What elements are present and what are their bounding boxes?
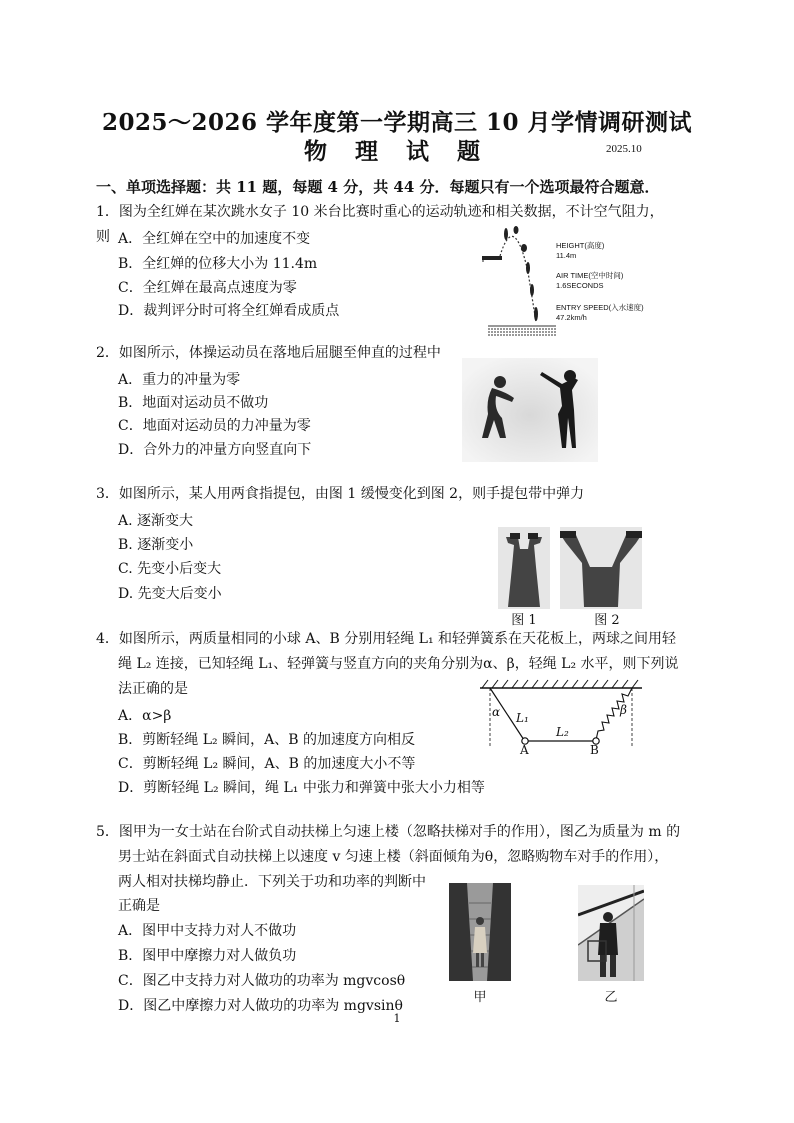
question-5-option-a: A．图甲中支持力对人不做功 <box>118 923 297 939</box>
ball-b-label: B <box>590 743 599 757</box>
entry-speed-label: ENTRY SPEED(入水速度) <box>556 303 644 312</box>
angle-beta-label: β <box>620 703 627 717</box>
exam-title: 2025～2026 学年度第一学期高三 10 月学情调研测试 <box>101 109 693 136</box>
section-heading: 一、单项选择题：共 11 题，每题 4 分，共 44 分．每题只有一个选项最符合题意． <box>96 178 660 196</box>
question-3-option-c: C. 先变小后变大 <box>118 561 222 577</box>
question-1-option-d: D．裁判评分时可将全红婵看成质点 <box>118 303 340 319</box>
question-4-option-c: C．剪断轻绳 L₂ 瞬间，A、B 的加速度大小不等 <box>118 756 416 772</box>
escalator-photo-yi <box>578 885 644 981</box>
question-5-option-c: C．图乙中支持力对人做功的功率为 mgvcosθ <box>118 973 406 989</box>
air-time-value: 1.6SECONDS <box>556 281 604 290</box>
diver-silhouettes <box>504 226 538 321</box>
gymnast-photo <box>462 358 598 462</box>
question-3-stem: 3．如图所示，某人用两食指提包，由图 1 缓慢变化到图 2，则手提包带中弹力 <box>96 486 585 502</box>
rope-l1-label: L₁ <box>516 711 529 725</box>
page-number: 1 <box>393 1012 401 1025</box>
question-2-stem: 2．如图所示，体操运动员在落地后屈腿至伸直的过程中 <box>96 345 441 361</box>
escalator-photo-jia <box>449 883 511 981</box>
question-1-stem: 1．图为全红婵在某次跳水女子 10 米台比赛时重心的运动轨迹和相关数据，不计空气阻力，则 <box>96 204 664 245</box>
ball-a-label: A <box>520 743 529 757</box>
question-5-stem-line-4: 正确是 <box>118 898 160 914</box>
question-1-option-a: A．全红婵在空中的加速度不变 <box>118 231 311 247</box>
rope-l2-label: L₂ <box>556 725 569 739</box>
question-4-option-d: D．剪断轻绳 L₂ 瞬间，绳 L₁ 中张力和弹簧中张大小力相等 <box>118 780 485 796</box>
bag-figure-1 <box>498 527 550 609</box>
entry-speed-value: 47.2km/h <box>556 313 587 322</box>
question-5-stem-line-2: 男士站在斜面式自动扶梯上以速度 v 匀速上楼（斜面倾角为θ，忽略购物车对手的作用）， <box>118 849 669 865</box>
question-4-stem-line-2: 绳 L₂ 连接，已知轻绳 L₁、轻弹簧与竖直方向的夹角分别为α、β，轻绳 L₂ 水平，则下列说 <box>118 656 679 672</box>
question-1-option-b: B．全红婵的位移大小为 11.4m <box>118 256 318 272</box>
question-4-option-a: A．α>β <box>118 708 172 724</box>
figure-yi-caption: 乙 <box>604 990 618 1005</box>
ceiling-hatch <box>482 680 638 688</box>
bag-figure-2 <box>560 527 642 609</box>
question-5-option-b: B．图甲中摩擦力对人做负功 <box>118 948 297 964</box>
figure-2-caption: 图 2 <box>594 613 620 628</box>
water-surface <box>488 326 556 335</box>
trajectory-line <box>500 236 536 322</box>
question-4-stem-line-3: 法正确的是 <box>118 681 188 697</box>
question-2-option-d: D．合外力的冲量方向竖直向下 <box>118 442 312 458</box>
question-3-option-b: B. 逐渐变小 <box>118 537 194 553</box>
question-2-option-c: C．地面对运动员的力冲量为零 <box>118 418 311 434</box>
figure-1-caption: 图 1 <box>511 613 537 628</box>
platform <box>482 256 502 260</box>
question-3-option-d: D. 先变大后变小 <box>118 586 222 602</box>
question-1-option-c: C．全红婵在最高点速度为零 <box>118 280 297 296</box>
question-2-option-b: B．地面对运动员不做功 <box>118 395 269 411</box>
height-value: 11.4m <box>556 251 577 260</box>
rope-spring-diagram <box>476 676 646 764</box>
angle-alpha-label: α <box>492 705 501 719</box>
subject-title: 物 理 试 题 <box>303 138 491 165</box>
question-4-option-b: B．剪断轻绳 L₂ 瞬间，A、B 的加速度方向相反 <box>118 732 415 748</box>
question-2-option-a: A．重力的冲量为零 <box>118 372 241 388</box>
height-label: HEIGHT(高度) <box>556 241 605 250</box>
question-3-option-a: A. 逐渐变大 <box>118 513 194 529</box>
question-5-option-d: D．图乙中摩擦力对人做功的功率为 mgvsinθ <box>118 998 403 1014</box>
air-time-label: AIR TIME(空中时间) <box>556 271 624 280</box>
question-5-stem-line-3: 两人相对扶梯均静止．下列关于功和功率的判断中 <box>118 874 426 890</box>
exam-date: 2025.10 <box>606 143 642 155</box>
figure-jia-caption: 甲 <box>473 990 487 1005</box>
diving-trajectory-figure <box>476 222 556 340</box>
question-4-stem-line-1: 4．如图所示，两质量相同的小球 A、B 分别用轻绳 L₁ 和轻弹簧系在天花板上，两球之间用轻 <box>96 631 677 647</box>
question-5-stem-line-1: 5．图甲为一女士站在台阶式自动扶梯上匀速上楼（忽略扶梯对手的作用），图乙为质量为 m 的 <box>96 824 681 840</box>
